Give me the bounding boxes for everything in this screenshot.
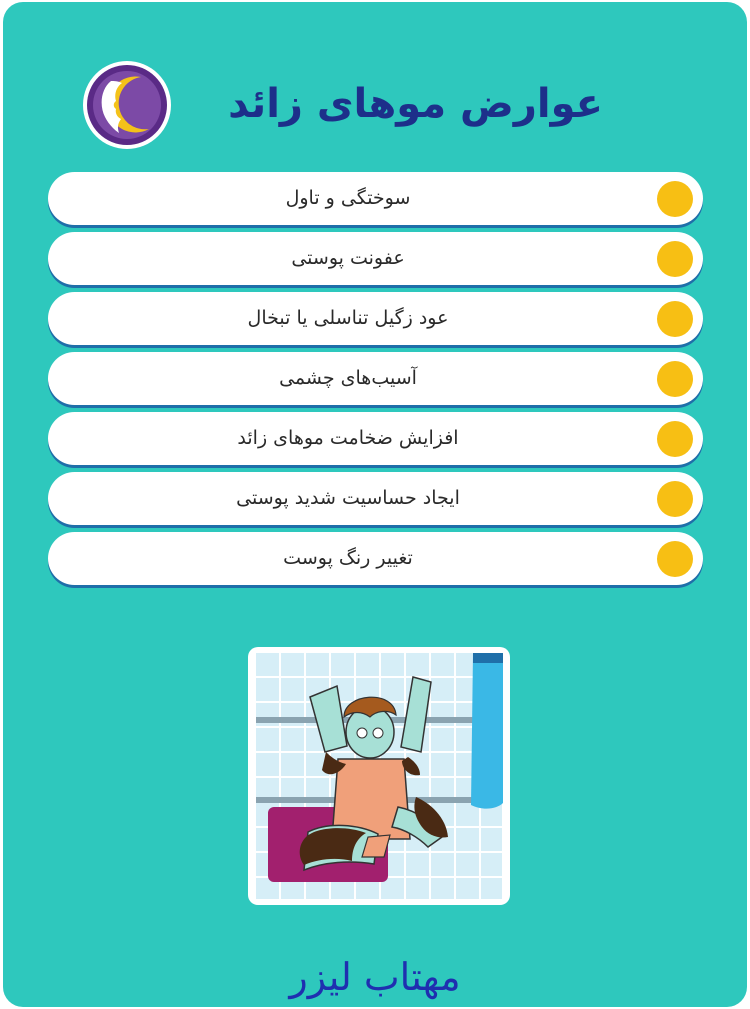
bullet-icon xyxy=(657,241,693,277)
header xyxy=(3,57,747,152)
moon-logo-icon xyxy=(81,59,173,151)
list-item-label: عفونت پوستی xyxy=(291,247,405,269)
bullet-icon xyxy=(657,181,693,217)
list-item-label: افزایش ضخامت موهای زائد xyxy=(237,427,459,449)
list-item xyxy=(48,172,703,225)
bullet-icon xyxy=(657,421,693,457)
hairy-person-illustration xyxy=(248,647,510,905)
bullet-icon xyxy=(657,541,693,577)
bullet-icon xyxy=(657,301,693,337)
list-item-label: عود زگیل تناسلی یا تبخال xyxy=(247,307,449,329)
info-card xyxy=(3,2,747,1007)
page-title: عوارض موهای زائد xyxy=(228,81,603,127)
list-item xyxy=(48,292,703,345)
list-item-label: تغییر رنگ پوست xyxy=(283,547,413,569)
list-item-label: ایجاد حساسیت شدید پوستی xyxy=(236,487,460,509)
bullet-icon xyxy=(657,481,693,517)
list-item xyxy=(48,232,703,285)
list-item xyxy=(48,472,703,525)
list-item-label: آسیب‌های چشمی xyxy=(279,367,417,389)
list-item-label: سوختگی و تاول xyxy=(285,187,411,209)
list-item xyxy=(48,352,703,405)
side-effects-list xyxy=(48,172,703,592)
list-item xyxy=(48,412,703,465)
bullet-icon xyxy=(657,361,693,397)
list-item xyxy=(48,532,703,585)
brand-name: مهتاب لیزر xyxy=(289,955,461,999)
